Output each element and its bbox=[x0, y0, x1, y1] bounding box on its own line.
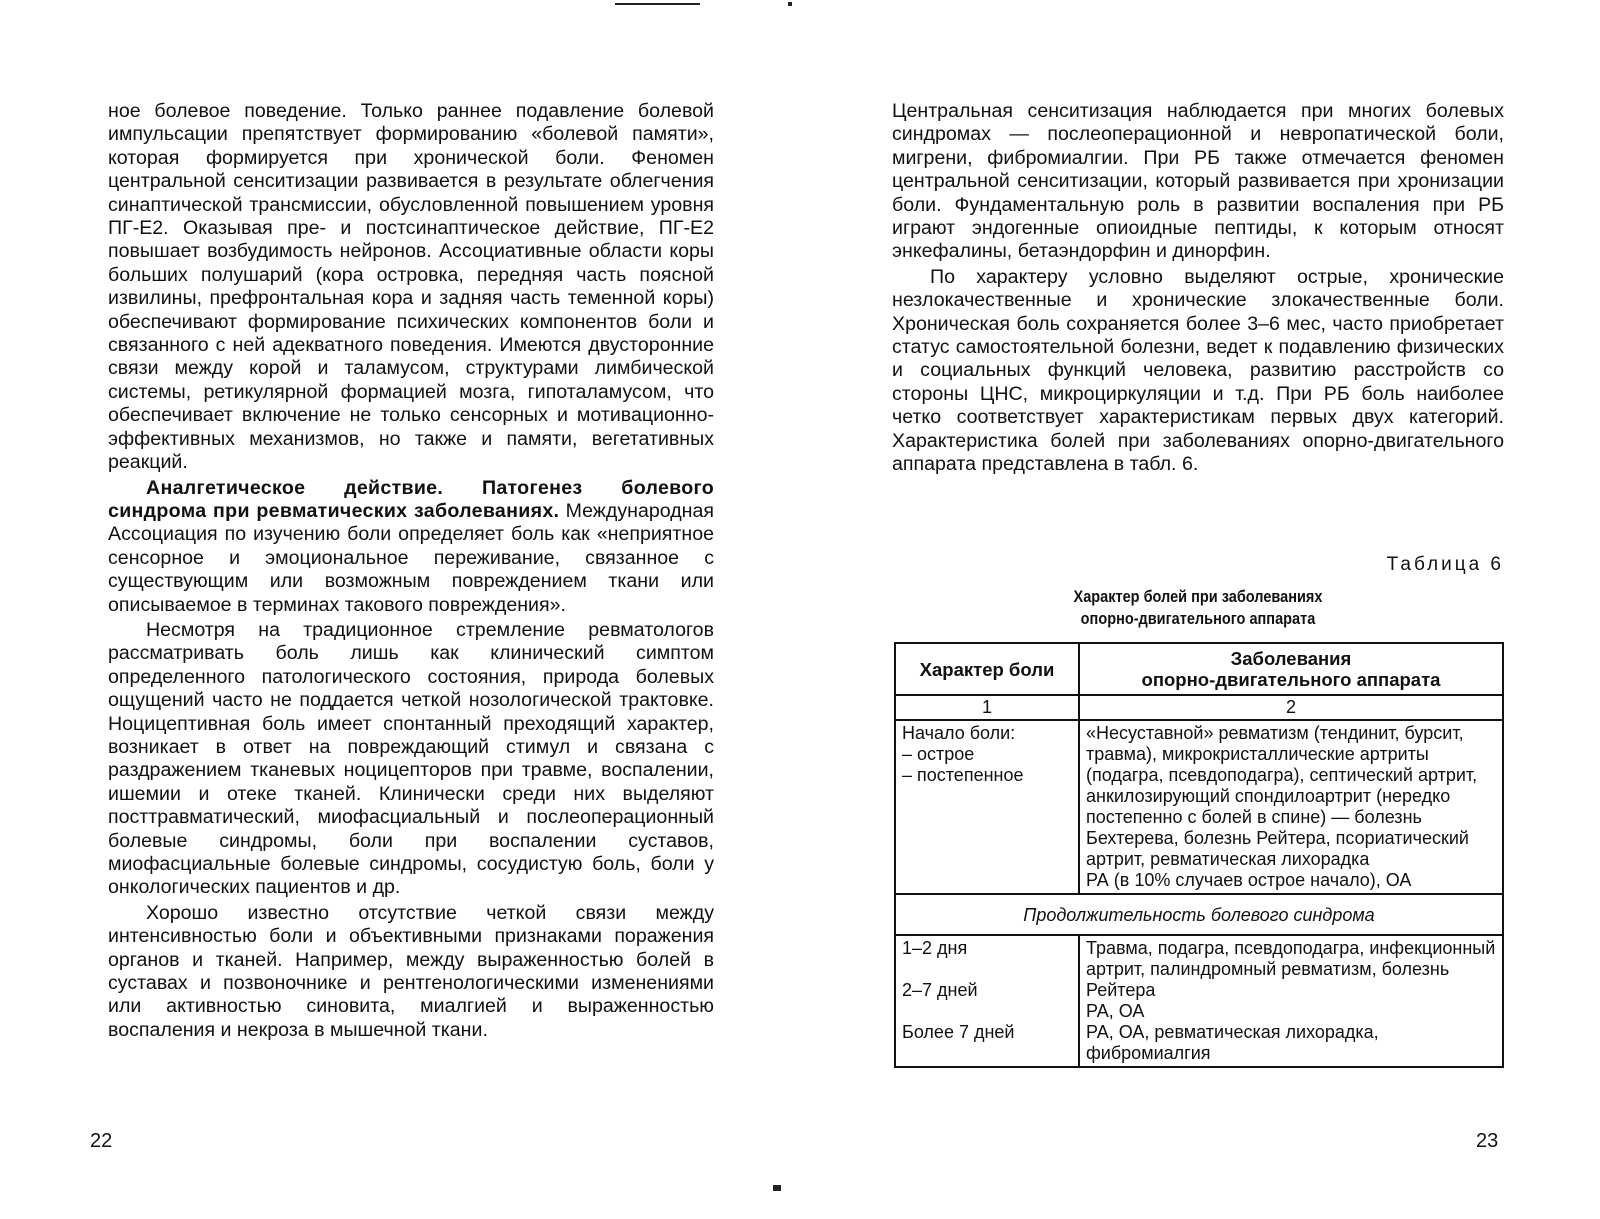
header-cell-diseases bbox=[1079, 643, 1503, 695]
cell-line: 1–2 дня bbox=[902, 938, 968, 958]
column-number: 2 bbox=[1079, 695, 1503, 720]
cell-line: «Несуставной» ревматизм (тендинит, бурсит, травма), микрокристаллические артриты (подагра, псевдоподагра), септический артрит, анкилозирующий спондилоартрит (нередко постепенно с болей в спине) — болезнь Бехтерева, болезнь Рейтера, псориатический артрит, ревматическая лихорадка bbox=[1086, 723, 1478, 869]
table-cell bbox=[895, 720, 1079, 894]
paragraph: Центральная сенситизация наблюдается при многих болевых синдромах — послеоперационной и невропатической боли, мигрени, фибромиалгии. При РБ также отмечается феномен центральной сенситизации, который развивается при хронизации боли. Фундаментальную роль в развитии воспаления при РБ играют эндогенные опиоидные пептиды, к которым относят энкефалины, бетаэндорфин и динорфин. bbox=[892, 100, 1504, 263]
table-number-row bbox=[895, 695, 1503, 720]
cell-line: Травма, подагра, псевдоподагра, инфекционный артрит, палиндромный ревматизм, болезнь Рейтера bbox=[1086, 938, 1496, 1000]
scan-artifact-dot bbox=[773, 1185, 781, 1191]
table-caption-line: опорно-двигательного аппарата bbox=[1080, 610, 1316, 628]
heading-continuation: Международная Ассоциация по изучению боли определяет боль как «неприятное сенсорное и эмоциональное переживание, связанное с существующим или возможным повреждением ткани или описываемое в терминах такового повреждения». bbox=[108, 499, 714, 616]
scan-artifact-dot bbox=[788, 2, 792, 6]
right-text-column bbox=[892, 100, 1504, 477]
cell-line: РА, ОА, ревматическая лихорадка, фибромиалгия bbox=[1086, 1022, 1379, 1063]
cell-line: Более 7 дней bbox=[902, 1022, 1015, 1042]
paragraph-with-heading bbox=[108, 477, 714, 617]
cell-line: – постепенное bbox=[902, 765, 1024, 785]
header-cell-pain-type: Характер боли bbox=[895, 643, 1079, 695]
paragraph: Несмотря на традиционное стремление ревматологов рассматривать боль лишь как клинический симптом определенного патологического состояния, природа болевых ощущений часто не поддается четкой нозологической трактовке. Ноцицептивная боль имеет спонтанный преходящий характер, возникает в ответ на повреждающий стимул и связана с раздражением тканевых ноцицепторов при травме, воспалении, ишемии и отеке тканей. Клинически среди них выделяют посттравматический, миофасциальный и послеоперационный болевые синдромы, боли при воспалении суставов, миофасциальные болевые синдромы, сосудистую боль, боли у онкологических пациентов и др. bbox=[108, 618, 714, 899]
cell-line: РА (в 10% случаев острое начало), ОА bbox=[1086, 870, 1412, 890]
table-cell bbox=[1079, 935, 1503, 1067]
section-heading: Аналгетическое действие. Патогенез болевого синдрома при ревматических заболеваниях. bbox=[108, 476, 714, 522]
cell-line: Начало боли: bbox=[902, 723, 1016, 743]
paragraph: По характеру условно выделяют острые, хронические незлокачественные и хронические злокачественные боли. Хроническая боль сохраняется более 3–6 мес, часто приобретает статус самостоятельной болезни, ведет к подавлению физических и социальных функций человека, развитию расстройств со стороны ЦНС, микроциркуляции и т.д. При РБ боль наиболее четко соответствует характеристикам первых двух категорий. Характеристика болей при заболеваниях опорно-двигательного аппарата представлена в табл. 6. bbox=[892, 265, 1504, 476]
table-cell bbox=[895, 935, 1079, 1067]
paragraph: Хорошо известно отсутствие четкой связи между интенсивностью боли и объективными признаками поражения органов и тканей. Например, между выраженностью болей в суставах и позвоночнике и рентгенологическими изменениями или активностью синовита, миалгией и выраженностью воспаления и некроза в мышечной ткани. bbox=[108, 901, 714, 1041]
table-row bbox=[895, 935, 1503, 1067]
table-label: Таблица 6 bbox=[1386, 554, 1504, 575]
left-text-column bbox=[108, 100, 714, 1042]
cell-line: 2–7 дней bbox=[902, 980, 978, 1000]
paragraph: ное болевое поведение. Только раннее подавление болевой импульсации препятствует формированию «болевой памяти», которая формируется при хронической боли. Феномен центральной сенситизации развивается в результате облегчения синаптической трансмиссии, обусловленной повышением уровня ПГ-Е2. Оказывая пре- и постсинаптическое действие, ПГ-Е2 повышает возбудимость нейронов. Ассоциативные области коры больших полушарий (кора островка, передняя часть поясной извилины, префронтальная кора и задняя часть теменной коры) обеспечивают формирование психических компонентов боли и связанного с ней адекватного поведения. Имеются двусторонние связи между корой и таламусом, структурами лимбической системы, ретикулярной формацией мозга, гипоталамусом, что обеспечивает включение не только сенсорных и мотивационно-эффективных механизмов, но также и памяти, вегетативных реакций. bbox=[108, 100, 714, 474]
table-caption-line: Характер болей при заболеваниях bbox=[1073, 588, 1323, 606]
cell-line: РА, ОА bbox=[1086, 1001, 1145, 1021]
table-section-row bbox=[895, 894, 1503, 935]
page-number-left: 22 bbox=[90, 1130, 113, 1152]
header-line: опорно-двигательного аппарата bbox=[1141, 669, 1441, 690]
table-caption bbox=[929, 586, 1468, 630]
scan-artifact-line bbox=[615, 3, 700, 5]
table-header-row bbox=[895, 643, 1503, 695]
column-number: 1 bbox=[895, 695, 1079, 720]
cell-line: – острое bbox=[902, 744, 975, 764]
page-number-right: 23 bbox=[1476, 1130, 1499, 1152]
right-page bbox=[800, 0, 1600, 1219]
section-title: Продолжительность болевого синдрома bbox=[895, 894, 1503, 935]
pain-characteristics-table bbox=[894, 642, 1504, 1068]
table-cell bbox=[1079, 720, 1503, 894]
table-row bbox=[895, 720, 1503, 894]
header-line: Заболевания bbox=[1230, 648, 1352, 669]
